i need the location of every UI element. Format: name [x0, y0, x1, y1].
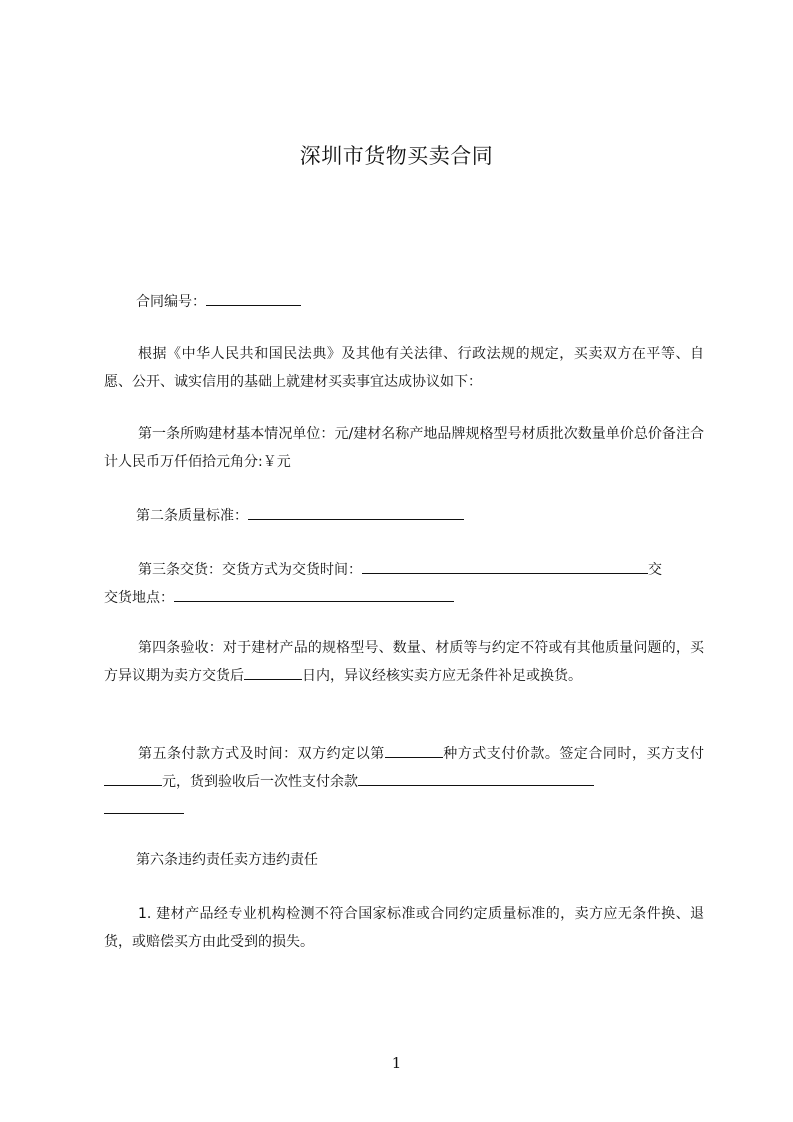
- article-4-text-a: 第四条验收：对于建材产品的规格型号、数量、材质等与约定不符或有其他质量问题的，买方异议期为卖方交货后: [104, 640, 704, 684]
- contract-number-line: [136, 288, 736, 316]
- contract-number-blank: [206, 291, 301, 306]
- contract-number-label: 合同编号：: [136, 294, 206, 310]
- article-5-text-c: 元，货到验收后一次性支付余款: [162, 774, 358, 790]
- article-3-text-a: 第三条交货：交货方式为交货时间：: [138, 562, 362, 578]
- article-2-label: 第二条质量标准：: [136, 508, 248, 524]
- article-3-text-b: 交货地点：: [104, 590, 174, 606]
- balance-blank-1: [358, 771, 594, 786]
- quality-standard-blank: [248, 505, 464, 520]
- article-2: [136, 502, 736, 530]
- page-number: 1: [391, 1054, 402, 1072]
- clause-1: 1. 建材产品经专业机构检测不符合国家标准或合同约定质量标准的，卖方应无条件换、退货，或赔偿买方由此受到的损失。: [104, 906, 704, 950]
- article-5-text-a: 第五条付款方式及时间：双方约定以第: [138, 746, 385, 762]
- payment-method-blank: [385, 743, 443, 758]
- article-6: 第六条违约责任卖方违约责任: [136, 852, 318, 868]
- intro-paragraph: 根据《中华人民共和国民法典》及其他有关法律、行政法规的规定，买卖双方在平等、自愿、公开、诚实信用的基础上就建材买卖事宜达成协议如下：: [104, 346, 704, 390]
- article-5-text-b: 种方式支付价款。签定合同时，买方支付: [442, 746, 705, 762]
- article-4-text-b: 日内，异议经核实卖方应无条件补足或换货。: [302, 668, 582, 684]
- article-4: [104, 634, 704, 690]
- article-1: 第一条所购建材基本情况单位：元/建材名称产地品牌规格型号材质批次数量单价总价备注合计人民币万仟佰拾元角分:￥元: [104, 426, 704, 470]
- balance-blank-2: [104, 799, 184, 814]
- initial-payment-blank: [104, 771, 162, 786]
- objection-days-blank: [244, 665, 302, 680]
- article-5: [104, 740, 704, 824]
- article-3: 第三条交货：交货方式为交货时间： 交 交货地点：: [104, 556, 704, 612]
- document-title: 深圳市货物买卖合同: [299, 144, 494, 168]
- delivery-place-blank: [174, 587, 454, 602]
- delivery-time-blank: [362, 559, 648, 574]
